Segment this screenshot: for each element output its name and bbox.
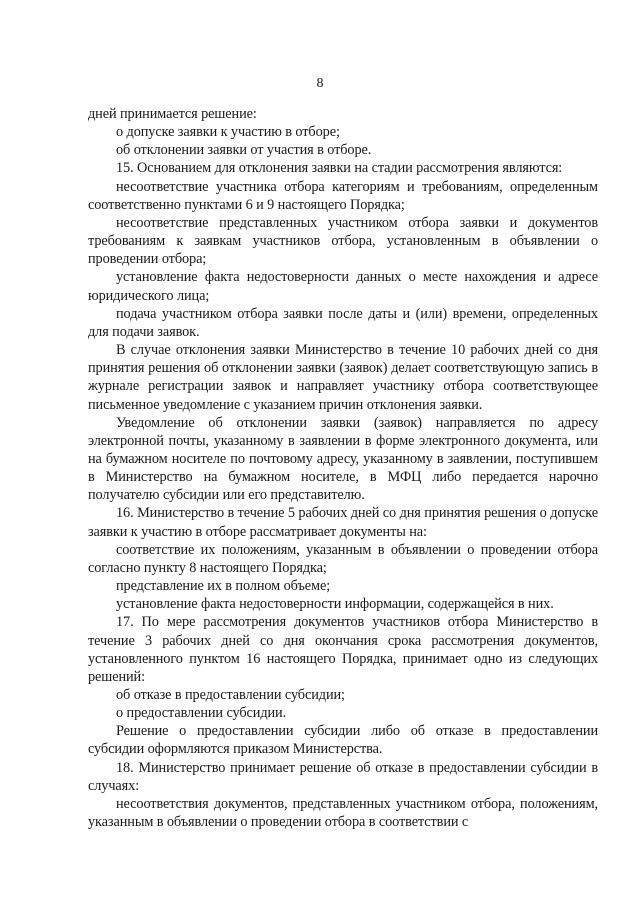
paragraph: 16. Министерство в течение 5 рабочих дней со дня принятия решения о допуске заявки к участию в отборе рассматривает документы на: bbox=[88, 505, 598, 540]
paragraph: представление их в полном объеме; bbox=[116, 578, 331, 595]
paragraph: Решение о предоставлении субсидии либо об отказе в предоставлении субсидии оформляются приказом Министерства. bbox=[88, 723, 598, 758]
paragraph: о предоставлении субсидии. bbox=[116, 705, 287, 722]
paragraph: В случае отклонения заявки Министерство в течение 10 рабочих дней со дня принятия решения об отклонении заявки (заявок) делает соответствующую запись в журнале регистрации заявок и направляет участнику отбора соответствующее письменное уведомление с указанием причин отклонения заявки. bbox=[88, 342, 598, 413]
paragraph: о допуске заявки к участию в отборе; bbox=[116, 124, 340, 141]
page-number: 8 bbox=[316, 76, 324, 91]
paragraph: об отклонении заявки от участия в отборе. bbox=[116, 142, 372, 159]
paragraph: соответствие их положениям, указанным в объявлении о проведении отбора согласно пункту 8 настоящего Порядка; bbox=[88, 541, 598, 576]
paragraph: несоответствия документов, представленных участником отбора, положениям, указанным в объявлении о проведении отбора в соответствии с bbox=[88, 795, 598, 831]
paragraph: 15. Основанием для отклонения заявки на стадии рассмотрения являются: bbox=[116, 160, 563, 177]
paragraph: 17. По мере рассмотрения документов участников отбора Министерство в течение 3 рабочих дней со дня окончания срока рассмотрения документов, установленного пунктом 16 настоящего Порядка, принимает одно из следующих решений: bbox=[88, 614, 598, 685]
paragraph: подача участником отбора заявки после даты и (или) времени, определенных для подачи заявок. bbox=[88, 305, 598, 340]
paragraph: Уведомление об отклонении заявки (заявок) направляется по адресу электронной почты, указанному в заявлении в форме электронного документа, или на бумажном носителе по почтовому адресу, указанному в заявлении, поступившем в Министерство на бумажном носителе, в МФЦ либо передается нарочно получателю субсидии или его представителю. bbox=[88, 414, 598, 504]
paragraph: несоответствие представленных участником отбора заявки и документов требованиям к заявкам участников отбора, установленным в объявлении о проведении отбора; bbox=[88, 214, 598, 268]
paragraph: установление факта недостоверности информации, содержащейся в них. bbox=[116, 596, 554, 613]
paragraph: дней принимается решение: bbox=[88, 106, 257, 122]
paragraph: несоответствие участника отбора категориям и требованиям, определенным соответственно пунктами 6 и 9 настоящего Порядка; bbox=[88, 178, 598, 213]
document-body bbox=[88, 105, 598, 831]
paragraph: установление факта недостоверности данных о месте нахождения и адресе юридического лица; bbox=[88, 269, 598, 304]
paragraph: 18. Министерство принимает решение об отказе в предоставлении субсидии в случаях: bbox=[88, 759, 598, 794]
paragraph: об отказе в предоставлении субсидии; bbox=[116, 687, 345, 703]
